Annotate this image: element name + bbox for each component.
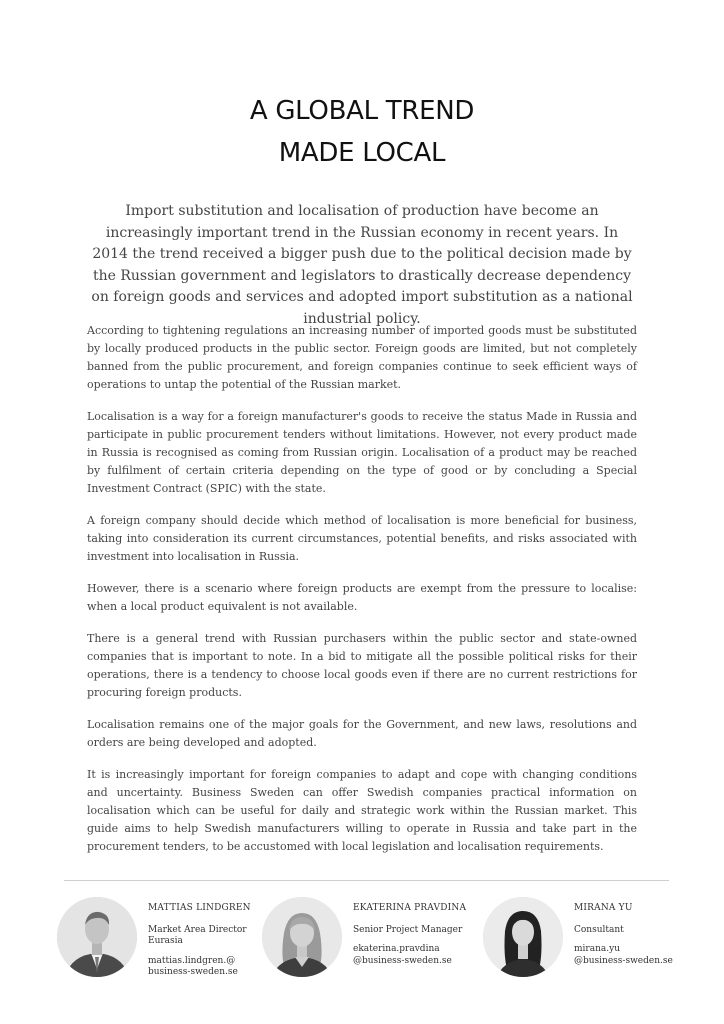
- contact-mirana-yu: [574, 903, 714, 967]
- contacts-divider: [64, 880, 669, 881]
- contact-role: Market Area Director: [148, 924, 247, 935]
- contact-email[interactable]: mirana.yu: [574, 944, 620, 954]
- contact-ekaterina-pravdina: [353, 903, 493, 967]
- contact-role: Senior Project Manager: [353, 924, 463, 935]
- title-line-2: MADE LOCAL: [278, 138, 446, 168]
- contact-name: MIRANA YU: [574, 903, 633, 913]
- paragraph: There is a general trend with Russian purchasers within the public sector and state-owned companies that is important to note. In a bid to mitigate all the possible political risks for their operations, there is a tendency to choose local goods even if there are no current restrictions for procuring foreign products.: [87, 632, 637, 699]
- contact-role: Eurasia: [148, 936, 183, 946]
- paragraph: It is increasingly important for foreign companies to adapt and cope with changing conditions and uncertainty. Business Sweden can offer Swedish companies practical information on localisation which can be useful for daily and strategic work within the Russian market. This guide aims to help Swedish manufacturers willing to operate in Russia and take part in the procurement tenders, to be accustomed with local legislation and localisation requirements.: [87, 768, 637, 853]
- contact-email[interactable]: business-sweden.se: [148, 967, 238, 977]
- contact-email[interactable]: @business-sweden.se: [574, 955, 673, 966]
- paragraph: A foreign company should decide which method of localisation is more beneficial for business, taking into consideration its current circumstances, potential benefits, and risks associated with investment into localisation in Russia.: [87, 514, 637, 563]
- avatar-mirana-yu: [483, 897, 563, 977]
- paragraph: According to tightening regulations an increasing number of imported goods must be substituted by locally produced products in the public sector. Foreign goods are limited, but not completely banned from the public procurement, and foreign companies continue to seek efficient ways of operations to untap the potential of the Russian market.: [87, 324, 637, 391]
- contact-email[interactable]: ekaterina.pravdina: [353, 944, 440, 954]
- avatar-ekaterina-pravdina: [262, 897, 342, 977]
- body-text: [87, 322, 637, 870]
- contact-email[interactable]: @business-sweden.se: [353, 955, 452, 966]
- avatar-mattias-lindgren: [57, 897, 137, 977]
- contact-role: Consultant: [574, 924, 624, 935]
- lead-paragraph: Import substitution and localisation of production have become an increasingly important trend in the Russian economy in recent years. In 2014 the trend received a bigger push due to the political decision made by the Russian government and legislators to drastically decrease dependency on foreign goods and services and adopted import substitution as a national industrial policy.: [91, 203, 633, 327]
- page-title: [0, 90, 724, 174]
- paragraph: However, there is a scenario where foreign products are exempt from the pressure to localise: when a local product equivalent is not available.: [87, 582, 637, 613]
- contact-email[interactable]: mattias.lindgren.@: [148, 955, 236, 966]
- contact-name: EKATERINA PRAVDINA: [353, 903, 467, 913]
- paragraph: Localisation remains one of the major goals for the Government, and new laws, resolutions and orders are being developed and adopted.: [87, 718, 637, 749]
- contact-name: MATTIAS LINDGREN: [148, 903, 251, 913]
- title-line-1: A GLOBAL TREND: [249, 96, 475, 126]
- paragraph: Localisation is a way for a foreign manufacturer's goods to receive the status Made in Russia and participate in public procurement tenders without limitations. However, not every product made in Russia is recognised as coming from Russian origin. Localisation of a product may be reached by fulfilment of certain criteria depending on the type of good or by concluding a Special Investment Contract (SPIC) with the state.: [87, 410, 637, 495]
